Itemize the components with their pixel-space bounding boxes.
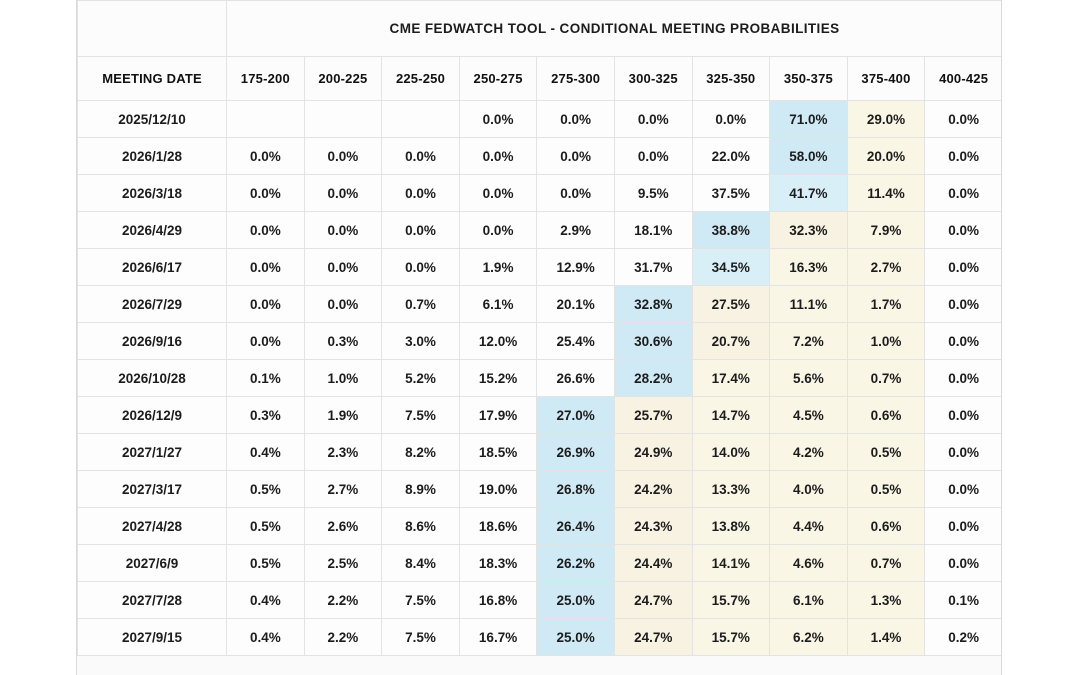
probability-cell: 2.6% bbox=[304, 508, 382, 545]
probability-cell: 0.0% bbox=[925, 323, 1002, 360]
meeting-date-cell: 2027/1/27 bbox=[78, 434, 227, 471]
table-row bbox=[78, 175, 1003, 212]
probability-cell: 1.9% bbox=[304, 397, 382, 434]
column-header-175-200: 175-200 bbox=[227, 57, 305, 101]
probability-cell: 18.6% bbox=[459, 508, 537, 545]
probability-cell: 18.5% bbox=[459, 434, 537, 471]
probability-cell: 2.7% bbox=[847, 249, 925, 286]
probability-cell: 0.5% bbox=[227, 545, 305, 582]
probability-cell: 7.9% bbox=[847, 212, 925, 249]
probability-cell: 2.3% bbox=[304, 434, 382, 471]
probability-cell: 0.0% bbox=[304, 138, 382, 175]
fedwatch-table-container bbox=[76, 0, 1002, 675]
probability-cell: 7.2% bbox=[770, 323, 848, 360]
probability-cell: 7.5% bbox=[382, 619, 460, 656]
probability-cell: 1.4% bbox=[847, 619, 925, 656]
probability-cell: 0.7% bbox=[847, 360, 925, 397]
probability-cell: 25.0% bbox=[537, 582, 615, 619]
probability-cell: 0.5% bbox=[847, 434, 925, 471]
probability-cell: 0.0% bbox=[382, 138, 460, 175]
table-row bbox=[78, 397, 1003, 434]
probability-cell: 0.0% bbox=[227, 249, 305, 286]
probability-cell: 8.2% bbox=[382, 434, 460, 471]
probability-cell: 24.2% bbox=[614, 471, 692, 508]
meeting-date-cell: 2026/9/16 bbox=[78, 323, 227, 360]
probability-cell: 0.0% bbox=[925, 212, 1002, 249]
right-margin bbox=[1002, 0, 1080, 675]
probability-cell: 26.9% bbox=[537, 434, 615, 471]
probability-cell: 0.5% bbox=[227, 508, 305, 545]
table-row bbox=[78, 471, 1003, 508]
probability-cell: 0.0% bbox=[227, 323, 305, 360]
probability-cell: 24.4% bbox=[614, 545, 692, 582]
probability-cell: 13.8% bbox=[692, 508, 770, 545]
probability-cell: 0.6% bbox=[847, 508, 925, 545]
probability-cell: 2.2% bbox=[304, 619, 382, 656]
meeting-date-cell: 2027/7/28 bbox=[78, 582, 227, 619]
meeting-date-cell: 2027/6/9 bbox=[78, 545, 227, 582]
probability-cell: 0.0% bbox=[227, 175, 305, 212]
probability-cell: 8.6% bbox=[382, 508, 460, 545]
probability-cell: 0.2% bbox=[925, 619, 1002, 656]
probability-cell: 0.0% bbox=[925, 138, 1002, 175]
probability-cell: 25.7% bbox=[614, 397, 692, 434]
probability-cell: 24.7% bbox=[614, 582, 692, 619]
probability-cell: 4.2% bbox=[770, 434, 848, 471]
probability-cell: 19.0% bbox=[459, 471, 537, 508]
probability-cell: 2.9% bbox=[537, 212, 615, 249]
probability-cell: 6.1% bbox=[770, 582, 848, 619]
probability-cell: 3.0% bbox=[382, 323, 460, 360]
probability-cell: 24.7% bbox=[614, 619, 692, 656]
probability-cell: 0.1% bbox=[227, 360, 305, 397]
probability-cell: 0.0% bbox=[304, 286, 382, 323]
probability-cell: 5.6% bbox=[770, 360, 848, 397]
probability-cell: 14.1% bbox=[692, 545, 770, 582]
meeting-date-cell: 2025/12/10 bbox=[78, 101, 227, 138]
probability-cell: 28.2% bbox=[614, 360, 692, 397]
probability-cell: 0.0% bbox=[925, 545, 1002, 582]
page-title: CME FEDWATCH TOOL - CONDITIONAL MEETING PROBABILITIES bbox=[227, 1, 1002, 57]
probability-cell: 24.9% bbox=[614, 434, 692, 471]
table-row bbox=[78, 101, 1003, 138]
probability-cell: 0.0% bbox=[925, 101, 1002, 138]
probability-cell: 6.1% bbox=[459, 286, 537, 323]
probability-cell: 25.0% bbox=[537, 619, 615, 656]
probability-cell: 8.4% bbox=[382, 545, 460, 582]
probability-cell: 12.9% bbox=[537, 249, 615, 286]
probability-cell: 0.4% bbox=[227, 582, 305, 619]
probability-cell: 1.0% bbox=[847, 323, 925, 360]
probability-cell: 11.1% bbox=[770, 286, 848, 323]
probability-cell: 0.0% bbox=[459, 101, 537, 138]
table-row bbox=[78, 286, 1003, 323]
probability-cell: 0.0% bbox=[925, 360, 1002, 397]
probability-cell: 0.1% bbox=[925, 582, 1002, 619]
probability-cell: 13.3% bbox=[692, 471, 770, 508]
table-row bbox=[78, 249, 1003, 286]
probability-cell: 0.0% bbox=[382, 212, 460, 249]
probability-cell: 0.6% bbox=[847, 397, 925, 434]
probability-cell: 4.0% bbox=[770, 471, 848, 508]
meeting-date-cell: 2026/12/9 bbox=[78, 397, 227, 434]
meeting-date-cell: 2026/7/29 bbox=[78, 286, 227, 323]
probability-cell: 26.6% bbox=[537, 360, 615, 397]
probability-cell: 0.4% bbox=[227, 434, 305, 471]
title-spacer-cell bbox=[78, 1, 227, 57]
probability-cell: 0.0% bbox=[459, 212, 537, 249]
column-header-375-400: 375-400 bbox=[847, 57, 925, 101]
probability-cell: 0.0% bbox=[537, 175, 615, 212]
meeting-date-cell: 2027/3/17 bbox=[78, 471, 227, 508]
table-row bbox=[78, 434, 1003, 471]
probability-cell: 0.0% bbox=[227, 138, 305, 175]
column-header-350-375: 350-375 bbox=[770, 57, 848, 101]
probability-cell: 15.7% bbox=[692, 619, 770, 656]
probability-cell: 26.8% bbox=[537, 471, 615, 508]
probability-cell: 0.7% bbox=[382, 286, 460, 323]
left-margin bbox=[0, 0, 76, 675]
probability-cell: 29.0% bbox=[847, 101, 925, 138]
probability-cell: 0.0% bbox=[925, 286, 1002, 323]
table-row bbox=[78, 212, 1003, 249]
probability-cell: 5.2% bbox=[382, 360, 460, 397]
probability-cell: 7.5% bbox=[382, 582, 460, 619]
probability-cell: 0.0% bbox=[382, 249, 460, 286]
column-header-meeting-date: MEETING DATE bbox=[78, 57, 227, 101]
probability-cell: 6.2% bbox=[770, 619, 848, 656]
probability-cell: 38.8% bbox=[692, 212, 770, 249]
probability-cell: 0.0% bbox=[537, 101, 615, 138]
probability-cell: 4.4% bbox=[770, 508, 848, 545]
probability-cell: 0.0% bbox=[304, 175, 382, 212]
probability-cell: 0.5% bbox=[847, 471, 925, 508]
probability-cell: 0.0% bbox=[614, 138, 692, 175]
probability-cell: 0.0% bbox=[459, 138, 537, 175]
probability-cell: 2.5% bbox=[304, 545, 382, 582]
probability-cell: 0.0% bbox=[925, 249, 1002, 286]
probability-cell: 9.5% bbox=[614, 175, 692, 212]
probability-cell: 0.0% bbox=[304, 212, 382, 249]
probability-cell: 0.0% bbox=[925, 397, 1002, 434]
column-header-200-225: 200-225 bbox=[304, 57, 382, 101]
probability-cell: 4.6% bbox=[770, 545, 848, 582]
conditional-meeting-probabilities-table bbox=[77, 0, 1002, 656]
table-row bbox=[78, 138, 1003, 175]
probability-cell: 26.4% bbox=[537, 508, 615, 545]
probability-cell: 0.0% bbox=[925, 175, 1002, 212]
probability-cell: 0.0% bbox=[614, 101, 692, 138]
probability-cell: 20.7% bbox=[692, 323, 770, 360]
probability-cell: 2.7% bbox=[304, 471, 382, 508]
probability-cell: 31.7% bbox=[614, 249, 692, 286]
probability-cell: 0.4% bbox=[227, 619, 305, 656]
probability-cell: 34.5% bbox=[692, 249, 770, 286]
column-header-325-350: 325-350 bbox=[692, 57, 770, 101]
probability-cell: 0.0% bbox=[925, 508, 1002, 545]
table-row bbox=[78, 545, 1003, 582]
probability-cell: 18.1% bbox=[614, 212, 692, 249]
probability-cell: 1.7% bbox=[847, 286, 925, 323]
probability-cell: 71.0% bbox=[770, 101, 848, 138]
probability-cell: 16.8% bbox=[459, 582, 537, 619]
table-header-row bbox=[78, 57, 1003, 101]
table-row bbox=[78, 582, 1003, 619]
probability-cell: 11.4% bbox=[847, 175, 925, 212]
meeting-date-cell: 2027/9/15 bbox=[78, 619, 227, 656]
probability-cell: 0.3% bbox=[304, 323, 382, 360]
probability-cell: 1.9% bbox=[459, 249, 537, 286]
probability-cell: 17.9% bbox=[459, 397, 537, 434]
column-header-275-300: 275-300 bbox=[537, 57, 615, 101]
probability-cell: 0.0% bbox=[382, 175, 460, 212]
probability-cell: 12.0% bbox=[459, 323, 537, 360]
meeting-date-cell: 2026/6/17 bbox=[78, 249, 227, 286]
column-header-225-250: 225-250 bbox=[382, 57, 460, 101]
probability-cell: 2.2% bbox=[304, 582, 382, 619]
probability-cell bbox=[227, 101, 305, 138]
probability-cell: 1.0% bbox=[304, 360, 382, 397]
probability-cell: 18.3% bbox=[459, 545, 537, 582]
probability-cell: 32.3% bbox=[770, 212, 848, 249]
probability-cell: 20.1% bbox=[537, 286, 615, 323]
column-header-400-425: 400-425 bbox=[925, 57, 1002, 101]
probability-cell: 0.5% bbox=[227, 471, 305, 508]
probability-cell: 15.2% bbox=[459, 360, 537, 397]
probability-cell: 0.0% bbox=[925, 471, 1002, 508]
probability-cell: 16.7% bbox=[459, 619, 537, 656]
probability-cell: 0.3% bbox=[227, 397, 305, 434]
probability-cell: 37.5% bbox=[692, 175, 770, 212]
probability-cell: 8.9% bbox=[382, 471, 460, 508]
probability-cell bbox=[382, 101, 460, 138]
probability-cell: 30.6% bbox=[614, 323, 692, 360]
probability-cell: 17.4% bbox=[692, 360, 770, 397]
probability-cell: 16.3% bbox=[770, 249, 848, 286]
meeting-date-cell: 2027/4/28 bbox=[78, 508, 227, 545]
meeting-date-cell: 2026/10/28 bbox=[78, 360, 227, 397]
probability-cell: 14.0% bbox=[692, 434, 770, 471]
probability-cell: 4.5% bbox=[770, 397, 848, 434]
table-title-row bbox=[78, 1, 1003, 57]
probability-cell: 26.2% bbox=[537, 545, 615, 582]
column-header-250-275: 250-275 bbox=[459, 57, 537, 101]
table-row bbox=[78, 508, 1003, 545]
probability-cell: 0.0% bbox=[537, 138, 615, 175]
probability-cell: 15.7% bbox=[692, 582, 770, 619]
probability-cell: 0.0% bbox=[692, 101, 770, 138]
probability-cell: 58.0% bbox=[770, 138, 848, 175]
probability-cell: 25.4% bbox=[537, 323, 615, 360]
probability-cell: 7.5% bbox=[382, 397, 460, 434]
meeting-date-cell: 2026/4/29 bbox=[78, 212, 227, 249]
probability-cell: 41.7% bbox=[770, 175, 848, 212]
probability-cell: 0.7% bbox=[847, 545, 925, 582]
probability-cell: 22.0% bbox=[692, 138, 770, 175]
table-row bbox=[78, 619, 1003, 656]
table-row bbox=[78, 323, 1003, 360]
probability-cell: 0.0% bbox=[227, 286, 305, 323]
probability-cell: 0.0% bbox=[459, 175, 537, 212]
probability-cell: 27.5% bbox=[692, 286, 770, 323]
probability-cell bbox=[304, 101, 382, 138]
column-header-300-325: 300-325 bbox=[614, 57, 692, 101]
probability-cell: 14.7% bbox=[692, 397, 770, 434]
probability-cell: 0.0% bbox=[227, 212, 305, 249]
probability-cell: 0.0% bbox=[925, 434, 1002, 471]
probability-cell: 24.3% bbox=[614, 508, 692, 545]
meeting-date-cell: 2026/3/18 bbox=[78, 175, 227, 212]
probability-cell: 32.8% bbox=[614, 286, 692, 323]
probability-cell: 0.0% bbox=[304, 249, 382, 286]
probability-cell: 20.0% bbox=[847, 138, 925, 175]
probability-cell: 27.0% bbox=[537, 397, 615, 434]
table-row bbox=[78, 360, 1003, 397]
probability-cell: 1.3% bbox=[847, 582, 925, 619]
meeting-date-cell: 2026/1/28 bbox=[78, 138, 227, 175]
